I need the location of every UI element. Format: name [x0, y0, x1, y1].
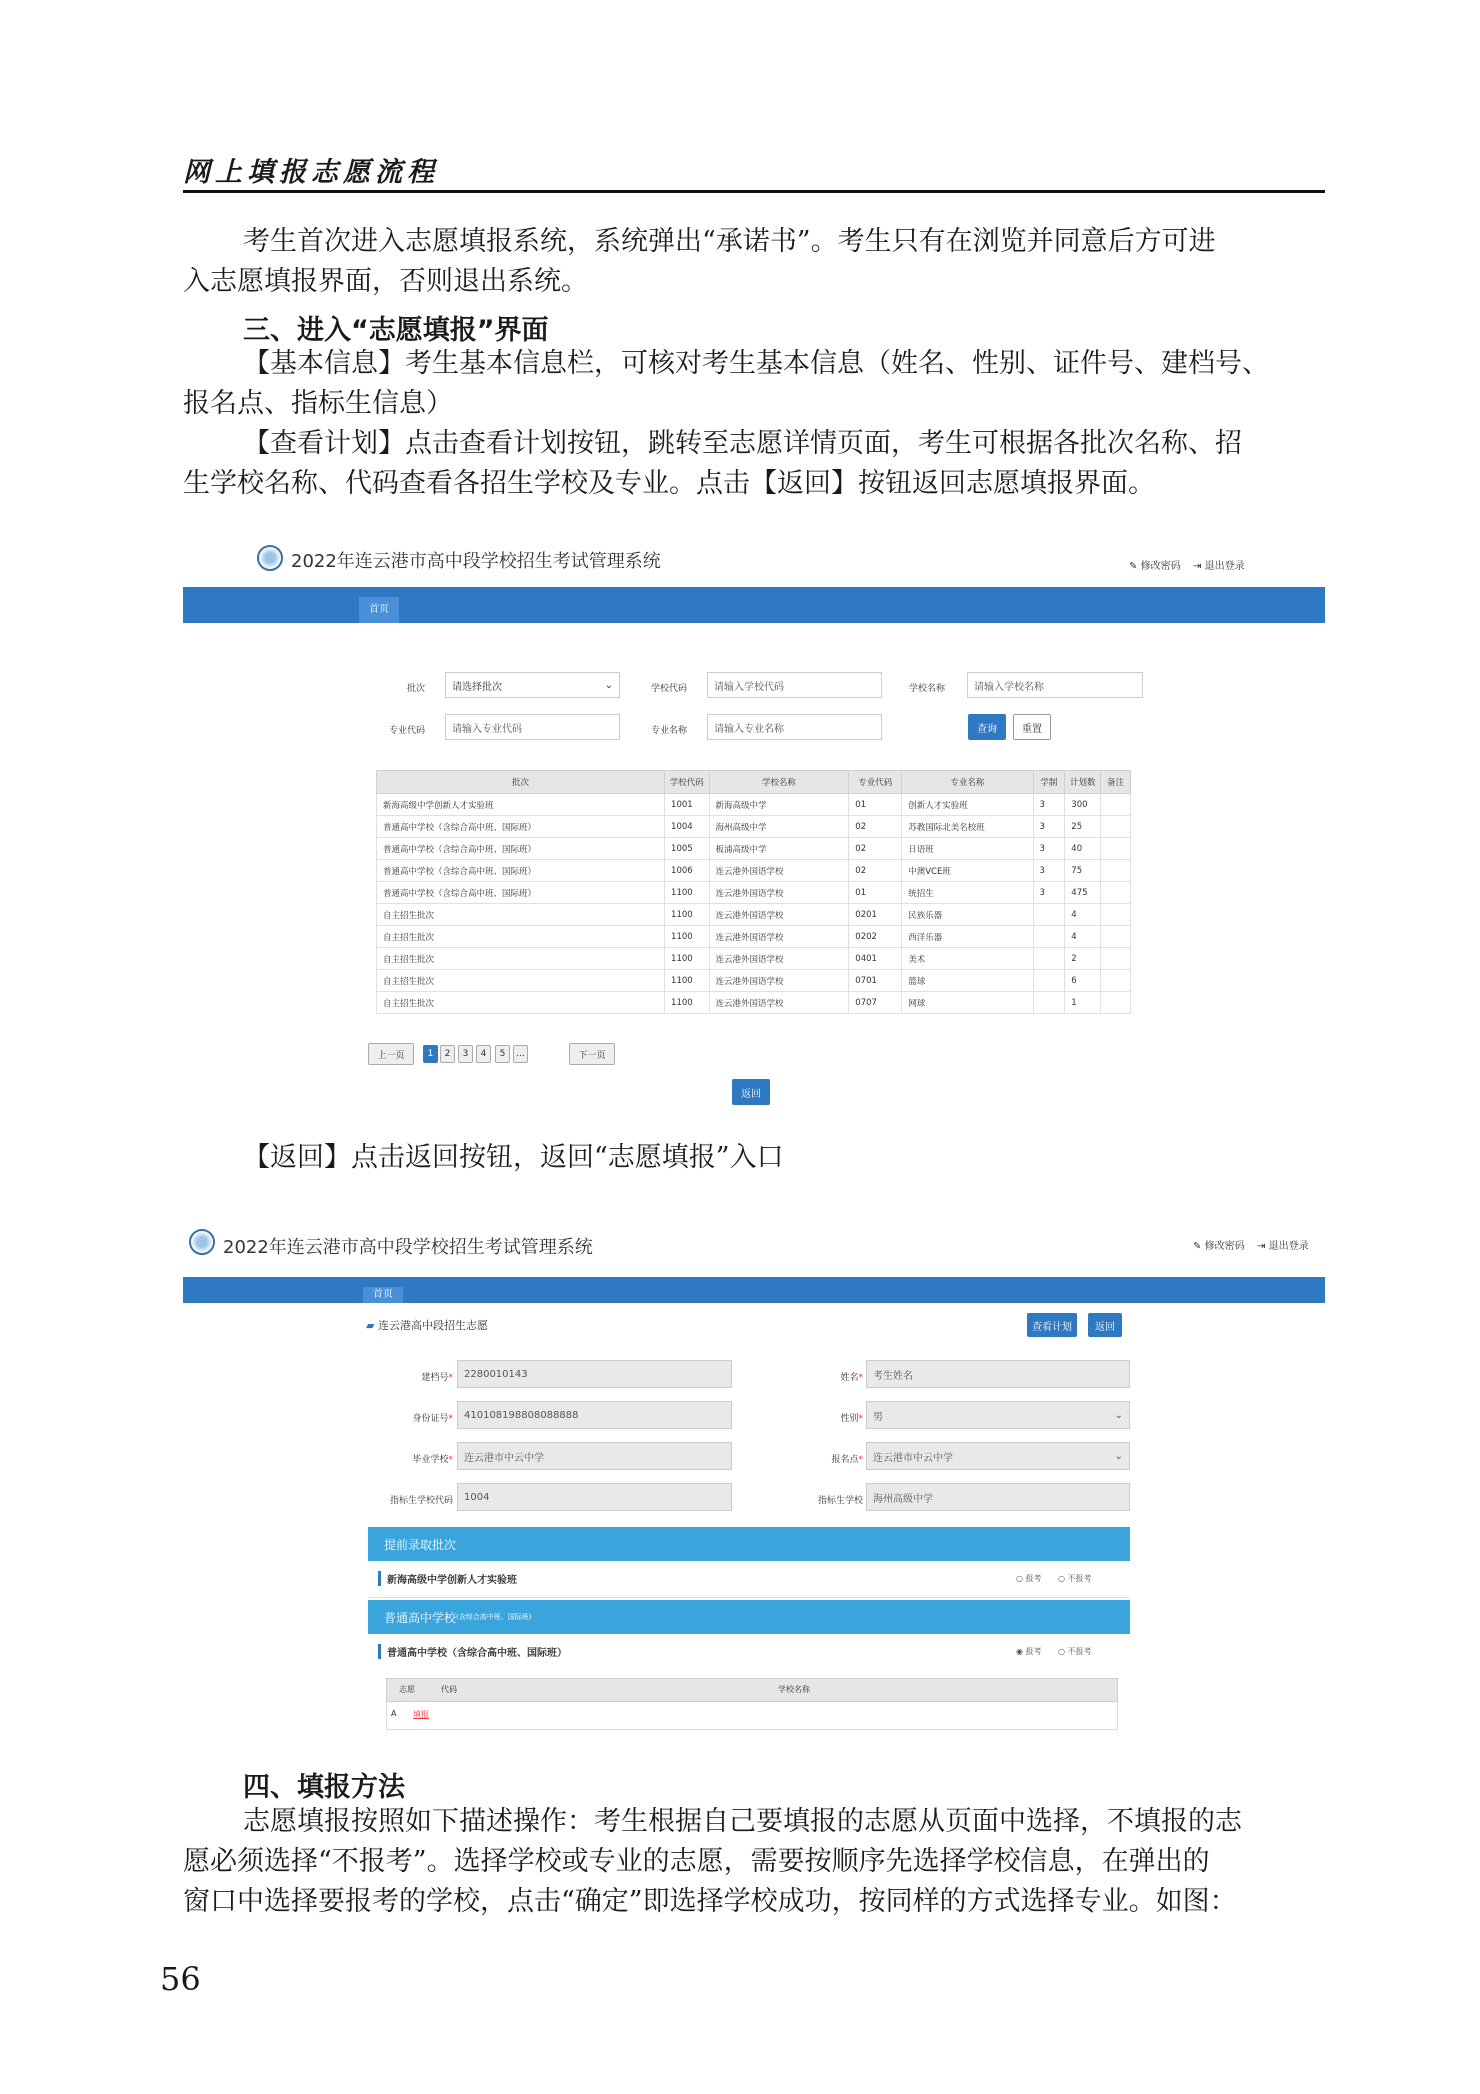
table-cell: 连云港外国语学校 [709, 992, 849, 1014]
table-row [377, 926, 1131, 948]
method-line-2: 愿必须选择“不报考”。选择学校或专业的志愿，需要按顺序先选择学校信息，在弹出的 [183, 1846, 1210, 1877]
table-cell [1101, 860, 1131, 882]
basic-info-paragraph [183, 344, 1325, 424]
basic-info-line-1: 【基本信息】考生基本信息栏，可核对考生基本信息（姓名、性别、证件号、建档号、 [243, 348, 1269, 379]
table-cell: 普通高中学校（含综合高中班、国际班） [377, 860, 665, 882]
normal-batch-bar[interactable]: 普通高中学校 (含综合高中班、国际班) [368, 1600, 1130, 1634]
table-row [377, 838, 1131, 860]
table-cell: 连云港外国语学校 [709, 882, 849, 904]
school-code-label: 学校代码 [650, 684, 687, 694]
grad-school-field[interactable]: 连云港市中云中学 [457, 1442, 732, 1470]
table-cell [1101, 926, 1131, 948]
table-cell: 02 [849, 816, 902, 838]
plan-table-header-cell: 专业名称 [902, 771, 1033, 794]
batch-label: 批次 [406, 684, 425, 694]
plan-table-header-cell: 学制 [1033, 771, 1065, 794]
table-cell: 2 [1065, 948, 1101, 970]
apply-radio-selected[interactable]: ◉ 报考 [1016, 1647, 1042, 1656]
basic-info-line-2: 报名点、指标生信息） [183, 388, 453, 419]
section-4-heading: 四、填报方法 [243, 1772, 405, 1803]
quota-school-label: 指标生学校 [817, 1496, 863, 1506]
reset-button[interactable]: 重置 [1013, 714, 1051, 740]
table-cell: 40 [1065, 838, 1101, 860]
table-cell [1033, 970, 1065, 992]
table-cell [1033, 904, 1065, 926]
school-name-label: 学校名称 [908, 684, 945, 694]
vol-header-cell: 学校名称 [778, 1685, 810, 1694]
method-line-3: 窗口中选择要报考的学校，点击“确定”即选择学校成功，按同样的方式选择专业。如图： [183, 1886, 1237, 1917]
table-cell: 4 [1065, 904, 1101, 926]
system-logo-icon [189, 1229, 215, 1255]
table-cell [1101, 992, 1131, 1014]
intro-line-2: 入志愿填报界面，否则退出系统。 [183, 266, 588, 297]
prev-page-button[interactable]: 上一页 [368, 1043, 414, 1065]
early-batch-bar[interactable]: 提前录取批次 [368, 1527, 1130, 1561]
return-line: 【返回】点击返回按钮，返回“志愿填报”入口 [243, 1142, 784, 1173]
chevron-down-icon: ⌄ [1114, 1450, 1123, 1462]
edit-icon: ✎ [1129, 561, 1138, 572]
system-title: 2022年连云港市高中段学校招生考试管理系统 [291, 551, 661, 572]
table-cell: 连云港外国语学校 [709, 860, 849, 882]
page-title: ▰ 连云港高中段招生志愿 [366, 1319, 488, 1332]
method-line-1: 志愿填报按照如下描述操作：考生根据自己要填报的志愿从页面中选择，不填报的志 [243, 1806, 1242, 1837]
section-3-heading: 三、进入“志愿填报”界面 [243, 315, 549, 346]
major-name-input[interactable]: 请输入专业名称 [707, 714, 882, 740]
table-cell: 1100 [665, 926, 709, 948]
vol-header-cell: 志愿 [399, 1685, 415, 1694]
table-cell: 普通高中学校（含综合高中班、国际班） [377, 816, 665, 838]
page-number: 56 [160, 1960, 201, 1998]
volunteer-table-row [386, 1701, 1118, 1730]
table-cell: 民族乐器 [902, 904, 1033, 926]
table-cell: 1005 [665, 838, 709, 860]
table-cell: 3 [1033, 860, 1065, 882]
plan-table-header [377, 771, 1131, 794]
file-no-field[interactable]: 2280010143 [457, 1360, 732, 1388]
table-cell: 1 [1065, 992, 1101, 1014]
plan-screenshot [183, 535, 1325, 1100]
table-cell [1101, 948, 1131, 970]
table-cell: 篮球 [902, 970, 1033, 992]
page-button[interactable]: 3 [458, 1045, 473, 1063]
plan-table-body [377, 794, 1131, 1014]
change-password-link[interactable]: ✎ 修改密码 [1129, 561, 1181, 572]
header-rule [183, 190, 1325, 193]
table-cell: 3 [1033, 882, 1065, 904]
table-cell: 3 [1033, 838, 1065, 860]
chevron-down-icon: ⌄ [604, 679, 613, 691]
vol-header-cell: 代码 [441, 1685, 457, 1694]
table-cell [1101, 794, 1131, 816]
logout-link[interactable]: ⇥ 退出登录 [1257, 1241, 1309, 1252]
normal-item-label: 普通高中学校（含综合高中班、国际班） [378, 1644, 567, 1659]
table-row [377, 816, 1131, 838]
table-cell: 西洋乐器 [902, 926, 1033, 948]
major-code-input[interactable]: 请输入专业代码 [445, 714, 620, 740]
intro-paragraph [183, 222, 1325, 302]
plan-table-header-cell: 备注 [1101, 771, 1131, 794]
edit-icon: ✎ [1193, 1241, 1202, 1252]
plan-table [376, 770, 1131, 1014]
table-cell: 4 [1065, 926, 1101, 948]
file-no-label: 建档号* [421, 1373, 453, 1383]
table-cell: 网球 [902, 992, 1033, 1014]
table-cell: 1004 [665, 816, 709, 838]
table-cell: 25 [1065, 816, 1101, 838]
plan-table-header-cell: 学校名称 [709, 771, 849, 794]
table-row [377, 970, 1131, 992]
table-cell: 创新人才实验班 [902, 794, 1033, 816]
table-cell: 连云港外国语学校 [709, 926, 849, 948]
normal-batch-row [368, 1634, 1130, 1670]
table-cell: 自主招生批次 [377, 904, 665, 926]
page-button[interactable]: 4 [476, 1045, 491, 1063]
table-cell: 1100 [665, 970, 709, 992]
table-cell: 连云港外国语学校 [709, 948, 849, 970]
table-cell: 自主招生批次 [377, 926, 665, 948]
table-cell [1101, 838, 1131, 860]
table-row [377, 992, 1131, 1014]
school-code-input[interactable]: 请输入学校代码 [707, 672, 882, 698]
table-cell [1101, 882, 1131, 904]
system-title: 2022年连云港市高中段学校招生考试管理系统 [223, 1237, 593, 1258]
major-name-label: 专业名称 [650, 726, 687, 736]
view-plan-paragraph [183, 424, 1325, 504]
page-button[interactable]: 2 [440, 1045, 455, 1063]
school-name-input[interactable]: 请输入学校名称 [967, 672, 1143, 698]
table-cell: 自主招生批次 [377, 970, 665, 992]
method-paragraph [183, 1802, 1325, 1922]
table-cell [1033, 926, 1065, 948]
change-password-link[interactable]: ✎ 修改密码 [1193, 1241, 1245, 1252]
table-cell: 1100 [665, 992, 709, 1014]
reg-point-select[interactable]: 连云港市中云中学 ⌄ [866, 1442, 1130, 1470]
table-row [377, 904, 1131, 926]
table-cell: 3 [1033, 794, 1065, 816]
volunteer-table-header [386, 1678, 1118, 1702]
table-cell: 1001 [665, 794, 709, 816]
table-row [377, 882, 1131, 904]
batch-select[interactable]: 请选择批次 ⌄ [445, 672, 620, 698]
table-cell: 0202 [849, 926, 902, 948]
table-cell: 1100 [665, 948, 709, 970]
return-button[interactable]: 返回 [1088, 1313, 1122, 1337]
table-cell: 0701 [849, 970, 902, 992]
table-cell: 新海高级中学创新人才实验班 [377, 794, 665, 816]
logout-link[interactable]: ⇥ 退出登录 [1193, 561, 1245, 572]
table-row [377, 948, 1131, 970]
plan-table-header-cell: 学校代码 [665, 771, 709, 794]
intro-line-1: 考生首次进入志愿填报系统，系统弹出“承诺书”。考生只有在浏览并同意后方可进 [243, 226, 1216, 257]
table-cell: 01 [849, 882, 902, 904]
volunteer-screenshot [183, 1225, 1325, 1735]
table-cell: 01 [849, 794, 902, 816]
table-cell: 0401 [849, 948, 902, 970]
nav-tab-home[interactable]: 首页 [363, 1287, 403, 1303]
view-plan-button[interactable]: 查看计划 [1027, 1313, 1077, 1337]
id-field[interactable]: 410108198808088888 [457, 1401, 732, 1429]
view-plan-line-2: 生学校名称、代码查看各招生学校及专业。点击【返回】按钮返回志愿填报界面。 [183, 468, 1155, 499]
table-cell: 中澳VCE班 [902, 860, 1033, 882]
table-cell: 板浦高级中学 [709, 838, 849, 860]
nav-tab-home[interactable]: 首页 [359, 597, 399, 623]
table-cell: 自主招生批次 [377, 948, 665, 970]
table-cell: 75 [1065, 860, 1101, 882]
quota-school-field[interactable]: 海州高级中学 [866, 1483, 1130, 1511]
plan-table-header-cell: 批次 [377, 771, 665, 794]
name-label: 姓名* [840, 1373, 863, 1383]
table-cell: 02 [849, 838, 902, 860]
table-cell: 0707 [849, 992, 902, 1014]
page-button[interactable]: 5 [495, 1045, 510, 1063]
table-cell: 1100 [665, 904, 709, 926]
table-cell: 300 [1065, 794, 1101, 816]
table-cell [1033, 992, 1065, 1014]
table-cell [1101, 970, 1131, 992]
nav-bar [183, 587, 1325, 623]
book-icon: ▰ [366, 1319, 375, 1332]
table-cell [1101, 904, 1131, 926]
major-code-label: 专业代码 [388, 726, 425, 736]
page-button-active[interactable]: 1 [423, 1045, 438, 1063]
table-cell: 普通高中学校（含综合高中班、国际班） [377, 882, 665, 904]
reg-point-label: 报名点* [831, 1455, 863, 1465]
system-logo-icon [257, 545, 283, 571]
table-cell: 02 [849, 860, 902, 882]
table-cell: 连云港外国语学校 [709, 970, 849, 992]
return-paragraph [183, 1138, 1325, 1178]
logout-icon: ⇥ [1257, 1241, 1266, 1252]
table-row [377, 860, 1131, 882]
table-cell: 3 [1033, 816, 1065, 838]
gender-label: 性别* [840, 1414, 863, 1424]
grad-school-label: 毕业学校* [412, 1455, 453, 1465]
plan-table-header-cell: 计划数 [1065, 771, 1101, 794]
table-cell: 1100 [665, 882, 709, 904]
table-cell: 0201 [849, 904, 902, 926]
logout-icon: ⇥ [1193, 561, 1202, 572]
quota-code-field[interactable]: 1004 [457, 1483, 732, 1511]
gender-select[interactable]: 男 ⌄ [866, 1401, 1130, 1429]
next-page-button[interactable]: 下一页 [569, 1043, 615, 1065]
table-cell: 统招生 [902, 882, 1033, 904]
view-plan-line-1: 【查看计划】点击查看计划按钮，跳转至志愿详情页面，考生可根据各批次名称、招 [243, 428, 1242, 459]
apply-radio[interactable]: ○ 报考 [1016, 1574, 1042, 1583]
table-cell: 连云港外国语学校 [709, 904, 849, 926]
table-cell [1033, 948, 1065, 970]
nav-bar [183, 1277, 1325, 1303]
table-row [377, 794, 1131, 816]
quota-code-label: 指标生学校代码 [389, 1496, 453, 1506]
query-button[interactable]: 查询 [968, 714, 1006, 740]
name-field[interactable]: 考生姓名 [866, 1360, 1130, 1388]
table-cell: 6 [1065, 970, 1101, 992]
plan-table-header-cell: 专业代码 [849, 771, 902, 794]
table-cell: 新海高级中学 [709, 794, 849, 816]
table-cell: 海州高级中学 [709, 816, 849, 838]
table-cell: 日语班 [902, 838, 1033, 860]
early-batch-row [368, 1561, 1130, 1598]
table-cell [1101, 816, 1131, 838]
not-apply-radio[interactable]: ○ 不报考 [1058, 1647, 1092, 1656]
page-button[interactable]: ... [513, 1045, 528, 1063]
fill-link[interactable]: 填报 [413, 1710, 429, 1719]
table-cell: 普通高中学校（含综合高中班、国际班） [377, 838, 665, 860]
table-cell: 美术 [902, 948, 1033, 970]
early-item-label: 新海高级中学创新人才实验班 [378, 1571, 517, 1586]
table-cell: 475 [1065, 882, 1101, 904]
chevron-down-icon: ⌄ [1114, 1409, 1123, 1421]
id-label: 身份证号* [412, 1414, 453, 1424]
table-cell: 自主招生批次 [377, 992, 665, 1014]
running-header-title: 网上填报志愿流程 [183, 157, 439, 188]
vol-letter: A [391, 1709, 397, 1718]
table-cell: 苏教国际北美名校班 [902, 816, 1033, 838]
table-cell: 1006 [665, 860, 709, 882]
not-apply-radio[interactable]: ○ 不报考 [1058, 1574, 1092, 1583]
back-button[interactable]: 返回 [732, 1079, 770, 1105]
